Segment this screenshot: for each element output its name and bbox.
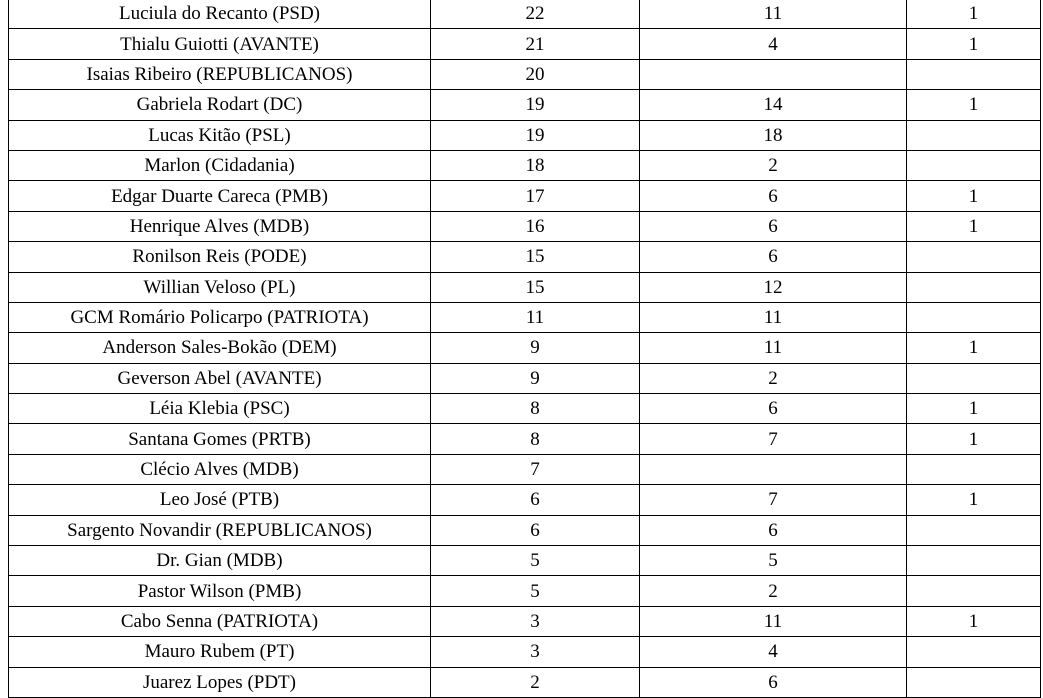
value-cell-col4 [907, 242, 1041, 272]
value-cell-col3: 6 [640, 181, 907, 211]
table-row [9, 424, 1041, 454]
value-cell-col3: 4 [640, 637, 907, 667]
value-cell-col4 [907, 667, 1041, 697]
councillor-name-cell: Ronilson Reis (PODE) [9, 242, 431, 272]
value-cell-col4: 1 [907, 90, 1041, 120]
value-cell-col3: 6 [640, 515, 907, 545]
value-cell-col3 [640, 454, 907, 484]
table-row [9, 272, 1041, 302]
councillor-name-cell: Clécio Alves (MDB) [9, 454, 431, 484]
table-row [9, 120, 1041, 150]
councillor-name-cell: Gabriela Rodart (DC) [9, 90, 431, 120]
value-cell-col2: 5 [431, 576, 640, 606]
councillor-name-cell: Marlon (Cidadania) [9, 150, 431, 180]
value-cell-col3: 7 [640, 485, 907, 515]
councillor-name-cell: Dr. Gian (MDB) [9, 546, 431, 576]
value-cell-col4 [907, 59, 1041, 89]
table-body [9, 0, 1041, 697]
table-row [9, 0, 1041, 29]
value-cell-col2: 20 [431, 59, 640, 89]
value-cell-col4: 1 [907, 394, 1041, 424]
value-cell-col2: 11 [431, 302, 640, 332]
value-cell-col4 [907, 302, 1041, 332]
councillor-name-cell: Henrique Alves (MDB) [9, 211, 431, 241]
councillor-name-cell: Anderson Sales-Bokão (DEM) [9, 333, 431, 363]
table-row [9, 150, 1041, 180]
value-cell-col4: 1 [907, 29, 1041, 59]
value-cell-col2: 15 [431, 242, 640, 272]
value-cell-col4 [907, 120, 1041, 150]
value-cell-col2: 15 [431, 272, 640, 302]
value-cell-col2: 5 [431, 546, 640, 576]
value-cell-col3: 5 [640, 546, 907, 576]
value-cell-col3: 18 [640, 120, 907, 150]
value-cell-col3: 11 [640, 333, 907, 363]
table-row [9, 576, 1041, 606]
councillor-name-cell: Leo José (PTB) [9, 485, 431, 515]
table-row [9, 515, 1041, 545]
councillor-name-cell: Mauro Rubem (PT) [9, 637, 431, 667]
councillor-name-cell: Cabo Senna (PATRIOTA) [9, 606, 431, 636]
value-cell-col4 [907, 454, 1041, 484]
table-row [9, 29, 1041, 59]
value-cell-col2: 8 [431, 424, 640, 454]
councillor-name-cell: Santana Gomes (PRTB) [9, 424, 431, 454]
councillor-name-cell: Léia Klebia (PSC) [9, 394, 431, 424]
value-cell-col2: 3 [431, 637, 640, 667]
value-cell-col2: 17 [431, 181, 640, 211]
value-cell-col2: 18 [431, 150, 640, 180]
table-row [9, 637, 1041, 667]
value-cell-col3: 6 [640, 667, 907, 697]
councillor-name-cell: Juarez Lopes (PDT) [9, 667, 431, 697]
value-cell-col4 [907, 150, 1041, 180]
councillor-name-cell: Lucas Kitão (PSL) [9, 120, 431, 150]
table-row [9, 667, 1041, 697]
value-cell-col3 [640, 59, 907, 89]
table-row [9, 485, 1041, 515]
value-cell-col4 [907, 272, 1041, 302]
value-cell-col3: 2 [640, 363, 907, 393]
table-row [9, 363, 1041, 393]
value-cell-col2: 6 [431, 515, 640, 545]
value-cell-col2: 21 [431, 29, 640, 59]
value-cell-col4 [907, 637, 1041, 667]
vote-count-table [8, 0, 1041, 698]
value-cell-col4 [907, 576, 1041, 606]
value-cell-col3: 11 [640, 302, 907, 332]
value-cell-col3: 6 [640, 242, 907, 272]
table-row [9, 606, 1041, 636]
value-cell-col2: 8 [431, 394, 640, 424]
councillor-name-cell: Isaias Ribeiro (REPUBLICANOS) [9, 59, 431, 89]
value-cell-col3: 11 [640, 606, 907, 636]
councillor-name-cell: Willian Veloso (PL) [9, 272, 431, 302]
value-cell-col4: 1 [907, 606, 1041, 636]
councillor-name-cell: Sargento Novandir (REPUBLICANOS) [9, 515, 431, 545]
table-row [9, 181, 1041, 211]
value-cell-col2: 2 [431, 667, 640, 697]
value-cell-col4 [907, 363, 1041, 393]
value-cell-col2: 19 [431, 120, 640, 150]
value-cell-col4: 1 [907, 211, 1041, 241]
value-cell-col3: 6 [640, 211, 907, 241]
councillor-name-cell: Thialu Guiotti (AVANTE) [9, 29, 431, 59]
value-cell-col3: 7 [640, 424, 907, 454]
value-cell-col2: 9 [431, 363, 640, 393]
value-cell-col2: 6 [431, 485, 640, 515]
councillor-name-cell: Luciula do Recanto (PSD) [9, 0, 431, 29]
value-cell-col3: 2 [640, 576, 907, 606]
councillor-name-cell: Edgar Duarte Careca (PMB) [9, 181, 431, 211]
value-cell-col2: 9 [431, 333, 640, 363]
councillor-name-cell: GCM Romário Policarpo (PATRIOTA) [9, 302, 431, 332]
value-cell-col2: 3 [431, 606, 640, 636]
value-cell-col3: 4 [640, 29, 907, 59]
value-cell-col4: 1 [907, 333, 1041, 363]
table-row [9, 302, 1041, 332]
value-cell-col3: 2 [640, 150, 907, 180]
value-cell-col2: 22 [431, 0, 640, 29]
value-cell-col3: 14 [640, 90, 907, 120]
table-row [9, 59, 1041, 89]
councillor-name-cell: Pastor Wilson (PMB) [9, 576, 431, 606]
value-cell-col2: 16 [431, 211, 640, 241]
table-row [9, 211, 1041, 241]
value-cell-col4: 1 [907, 0, 1041, 29]
value-cell-col3: 12 [640, 272, 907, 302]
value-cell-col4 [907, 546, 1041, 576]
table-row [9, 90, 1041, 120]
value-cell-col2: 7 [431, 454, 640, 484]
value-cell-col4 [907, 515, 1041, 545]
councillor-name-cell: Geverson Abel (AVANTE) [9, 363, 431, 393]
value-cell-col4: 1 [907, 181, 1041, 211]
value-cell-col4: 1 [907, 424, 1041, 454]
table-row [9, 242, 1041, 272]
value-cell-col4: 1 [907, 485, 1041, 515]
value-cell-col2: 19 [431, 90, 640, 120]
table-row [9, 333, 1041, 363]
table-row [9, 394, 1041, 424]
table-row [9, 546, 1041, 576]
value-cell-col3: 11 [640, 0, 907, 29]
table-row [9, 454, 1041, 484]
value-cell-col3: 6 [640, 394, 907, 424]
